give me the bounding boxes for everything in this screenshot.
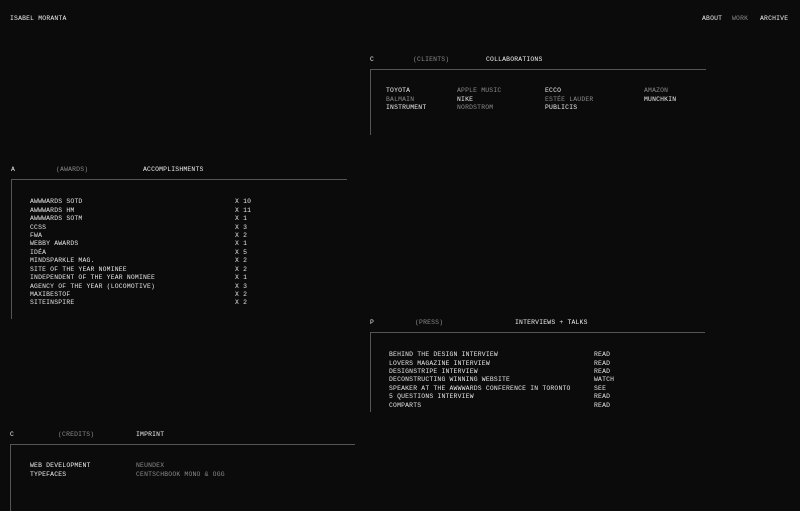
section-divider-vertical [370, 332, 371, 412]
award-count: X 2 [235, 266, 248, 273]
section-letter: C [370, 56, 375, 63]
press-action-link[interactable]: READ [594, 360, 611, 367]
section-title: COLLABORATIONS [486, 56, 543, 63]
award-name: IDÉA [30, 249, 47, 256]
award-count: X 2 [235, 257, 248, 264]
press-action-link[interactable]: WATCH [594, 376, 615, 383]
award-count: X 2 [235, 299, 248, 306]
award-name: MINDSPARKLE MAG. [30, 257, 95, 264]
client-name: NORDSTROM [457, 104, 494, 111]
client-name: ECCO [545, 87, 562, 94]
award-count: X 2 [235, 291, 248, 298]
press-item-link[interactable]: DESIGNSTRIPE INTERVIEW [389, 368, 478, 375]
section-divider [370, 69, 706, 70]
client-name: APPLE MUSIC [457, 87, 502, 94]
press-action-link[interactable]: READ [594, 393, 611, 400]
section-tag: (CREDITS) [58, 431, 95, 438]
award-count: X 1 [235, 274, 248, 281]
section-letter: A [11, 166, 16, 173]
section-tag: (CLIENTS) [413, 56, 450, 63]
press-item-link[interactable]: 5 QUESTIONS INTERVIEW [389, 393, 474, 400]
section-title: IMPRINT [136, 431, 165, 438]
award-count: X 3 [235, 283, 248, 290]
award-name: MAXIBESTOF [30, 291, 71, 298]
press-item-link[interactable]: COMPARTS [389, 402, 422, 409]
section-tag: (PRESS) [415, 319, 444, 326]
client-name: PUBLICIS [545, 104, 578, 111]
client-name: NIKE [457, 96, 474, 103]
award-name: WEBBY AWARDS [30, 240, 79, 247]
section-title: INTERVIEWS + TALKS [515, 319, 588, 326]
nav-work[interactable]: WORK [732, 15, 749, 22]
award-name: AWWWARDS HM [30, 207, 75, 214]
client-name: AMAZON [644, 87, 669, 94]
client-name: BALMAIN [386, 96, 415, 103]
award-name: AWWWARDS SOTM [30, 215, 83, 222]
brand-logo-link[interactable]: ISABEL MORANTA [10, 15, 67, 22]
award-count: X 2 [235, 232, 248, 239]
header [0, 0, 800, 30]
section-divider [370, 332, 705, 333]
award-name: SITE OF THE YEAR NOMINEE [30, 266, 127, 273]
nav-about[interactable]: ABOUT [702, 15, 723, 22]
award-count: X 5 [235, 249, 248, 256]
press-action-link[interactable]: SEE [594, 385, 607, 392]
award-name: SITEINSPIRE [30, 299, 75, 306]
nav-archive[interactable]: ARCHIVE [760, 15, 789, 22]
award-count: X 10 [235, 198, 252, 205]
press-action-link[interactable]: READ [594, 402, 611, 409]
award-name: INDEPENDENT OF THE YEAR NOMINEE [30, 274, 156, 281]
press-item-link[interactable]: LOVERS MAGAZINE INTERVIEW [389, 360, 490, 367]
award-name: AWWWARDS SOTD [30, 198, 83, 205]
award-count: X 11 [235, 207, 252, 214]
client-name: MUNCHKIN [644, 96, 677, 103]
credit-label: WEB DEVELOPMENT [30, 462, 91, 469]
award-name: CCSS [30, 224, 47, 231]
section-divider-vertical [370, 69, 371, 135]
section-divider [10, 444, 355, 445]
press-item-link[interactable]: BEHIND THE DESIGN INTERVIEW [389, 351, 498, 358]
award-count: X 1 [235, 240, 248, 247]
press-action-link[interactable]: READ [594, 351, 611, 358]
press-item-link[interactable]: DECONSTRUCTING WINNING WEBSITE [389, 376, 511, 383]
section-letter: C [10, 431, 15, 438]
section-divider-vertical [10, 444, 11, 511]
award-count: X 3 [235, 224, 248, 231]
client-name: TOYOTA [386, 87, 411, 94]
section-divider [11, 179, 347, 180]
credit-value: CENTSCHBOOK MONO & OGG [136, 471, 225, 478]
award-name: AGENCY OF THE YEAR (LOCOMOTIVE) [30, 283, 156, 290]
client-name: ESTÉE LAUDER [545, 96, 594, 103]
section-letter: P [370, 319, 375, 326]
client-name: INSTRUMENT [386, 104, 427, 111]
credit-label: TYPEFACES [30, 471, 67, 478]
award-name: FWA [30, 232, 43, 239]
section-divider-vertical [11, 179, 12, 319]
press-action-link[interactable]: READ [594, 368, 611, 375]
press-item-link[interactable]: SPEAKER AT THE AWWWARDS CONFERENCE IN TORONTO [389, 385, 571, 392]
credit-value-link[interactable]: NEUNDEX [136, 462, 165, 469]
section-title: ACCOMPLISHMENTS [143, 166, 204, 173]
section-tag: (AWARDS) [56, 166, 89, 173]
award-count: X 1 [235, 215, 248, 222]
